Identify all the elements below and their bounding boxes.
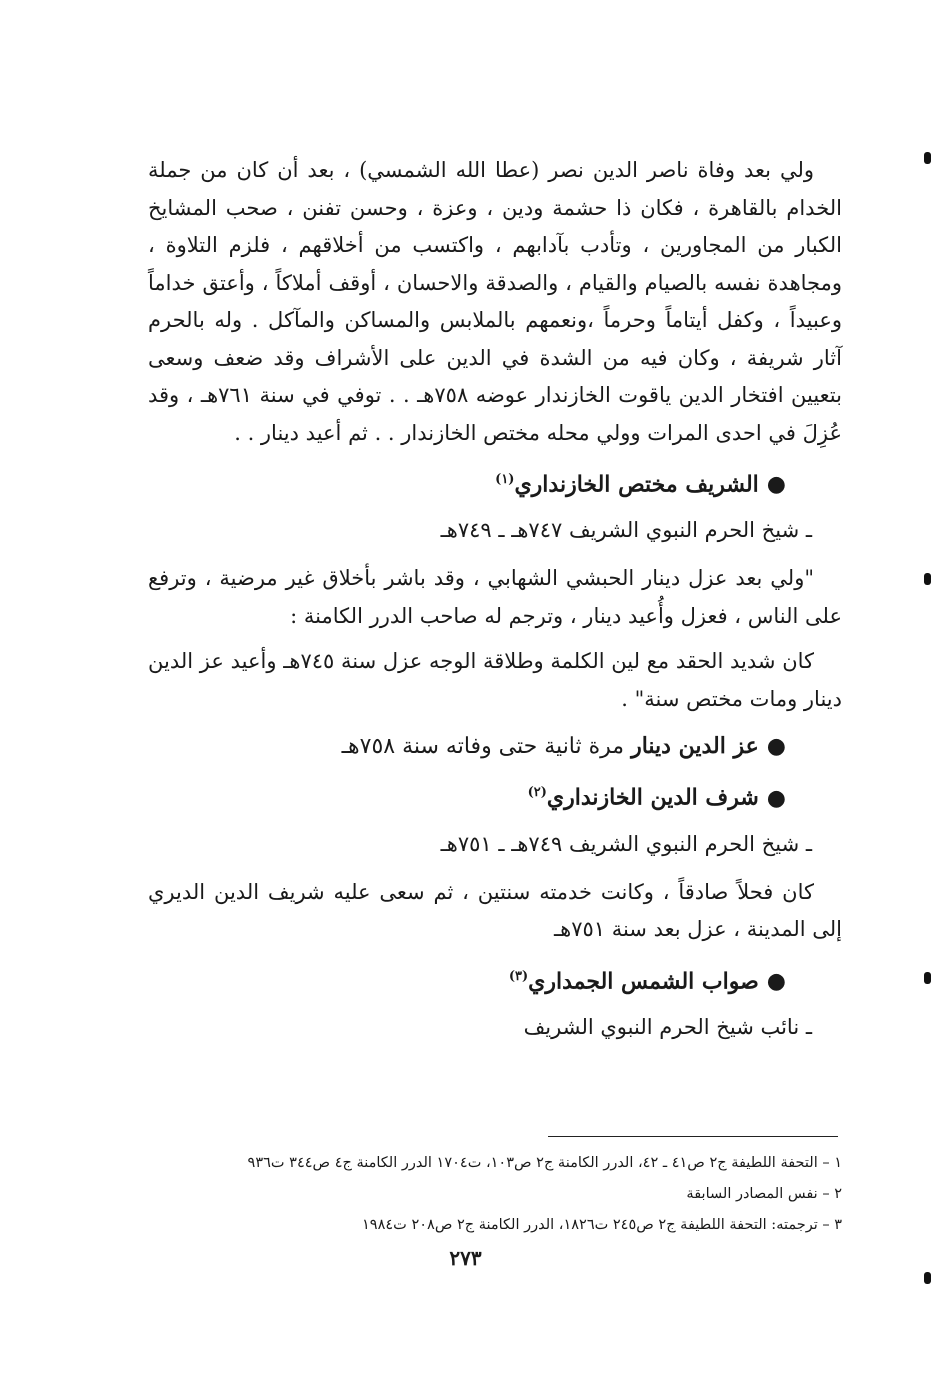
heading-dinar-name: عز الدين دينار <box>631 733 759 760</box>
footnote-ref-2: (٢) <box>527 785 547 801</box>
bullet-icon: ● <box>766 734 786 760</box>
tenure-line-2: ـ شيخ الحرم النبوي الشريف ٧٤٩هـ ـ ٧٥١هـ <box>440 831 812 856</box>
paragraph-3: كان شديد الحقد مع لين الكلمة وطلاقة الوجه عزل سنة ٧٤٥هـ وأعيد عز الدين دينار ومات مختص سنة" . <box>148 649 842 711</box>
tenure-line-1: ـ شيخ الحرم النبوي الشريف ٧٤٧هـ ـ ٧٤٩هـ <box>440 518 812 543</box>
footnote-ref-1: (١) <box>495 472 515 487</box>
margin-mark-2 <box>924 573 931 585</box>
margin-mark-4 <box>924 1272 931 1284</box>
heading-dinar <box>148 726 842 767</box>
tenure-line-3: ـ نائب شيخ الحرم النبوي الشريف <box>523 1014 812 1039</box>
footnote-1: ١ – التحفة اللطيفة ج٢ ص٤١ ـ ٤٢، الدرر الكامنة ج٢ ص١٠٣، ت١٧٠٤ الدرر الكامنة ج٤ ص٣٤٤ ت٩٣٦ <box>247 1155 842 1171</box>
heading-text: صواب الشمس الجمداري <box>528 967 759 994</box>
margin-mark-3 <box>924 972 931 984</box>
footnote-2: ٢ – نفس المصادر السابقة <box>686 1186 842 1202</box>
bullet-icon: ● <box>766 784 786 811</box>
heading-mukhtas <box>148 460 842 504</box>
bullet-icon: ● <box>766 471 786 498</box>
footnotes <box>148 1148 842 1241</box>
page-number: ٢٧٣ <box>449 1246 482 1270</box>
heading-sharaf <box>148 773 842 817</box>
heading-text: الشريف مختص الخازنداري <box>514 471 759 498</box>
footnote-3: ٣ – ترجمته: التحفة اللطيفة ج٢ ص٢٤٥ ت١٨٢٦، الدرر الكامنة ج٢ ص٢٠٨ ت١٩٨٤ <box>362 1217 842 1233</box>
paragraph-1: ولي بعد وفاة ناصر الدين نصر (عطا الله الشمسي) ، بعد أن كان من جملة الخدام بالقاهرة ، فكان ذا حشمة ودين ، وعزة ، وحسن تفنن ، صحب المشايخ الكبار من المجاورين ، وتأدب بآدابهم ، واكتسب من أخلاقهم ، فلزم التلاوة ، ومجاهدة نفسه بالصيام والقيام ، والصدقة والاحسان ، أوقف أملاكاً ، وأعتق خداماً وعبيداً ، وكفل أيتاماً وحرماً ،ونعمهم بالملابس والمساكن والمآكل . وله بالحرم آثار شريفة ، وكان فيه من الشدة في الدين على الأشراف وقد ضعف وسعى بتعيين افتخار الدين ياقوت الخازندار عوضه ٧٥٨هـ . . توفي في سنة ٧٦١هـ ، وقد عُزِلَ في احدى المرات وولي محله مختص الخازندار . . ثم أعيد دينار . . <box>148 158 842 445</box>
paragraph-4: كان فحلاً صادقاً ، وكانت خدمته سنتين ، ثم سعى عليه شريف الدين الديري إلى المدينة ، عزل بعد سنة ٧٥١هـ <box>148 879 842 942</box>
footnote-ref-3: (٣) <box>508 968 529 984</box>
heading-text: شرف الدين الخازنداري <box>546 784 759 811</box>
bullet-icon: ● <box>766 967 786 994</box>
margin-mark-1 <box>924 152 931 164</box>
heading-dinar-rest: مرة ثانية حتى وفاته سنة ٧٥٨هـ <box>341 734 625 760</box>
paragraph-2: "ولي بعد عزل دينار الحبشي الشهابي ، وقد باشر بأخلاق غير مرضية ، وترفع على الناس ، فعزل وأُعيد دينار ، وترجم له صاحب الدرر الكامنة : <box>148 566 842 628</box>
footnote-separator <box>548 1136 838 1137</box>
heading-sawab <box>148 957 842 1001</box>
